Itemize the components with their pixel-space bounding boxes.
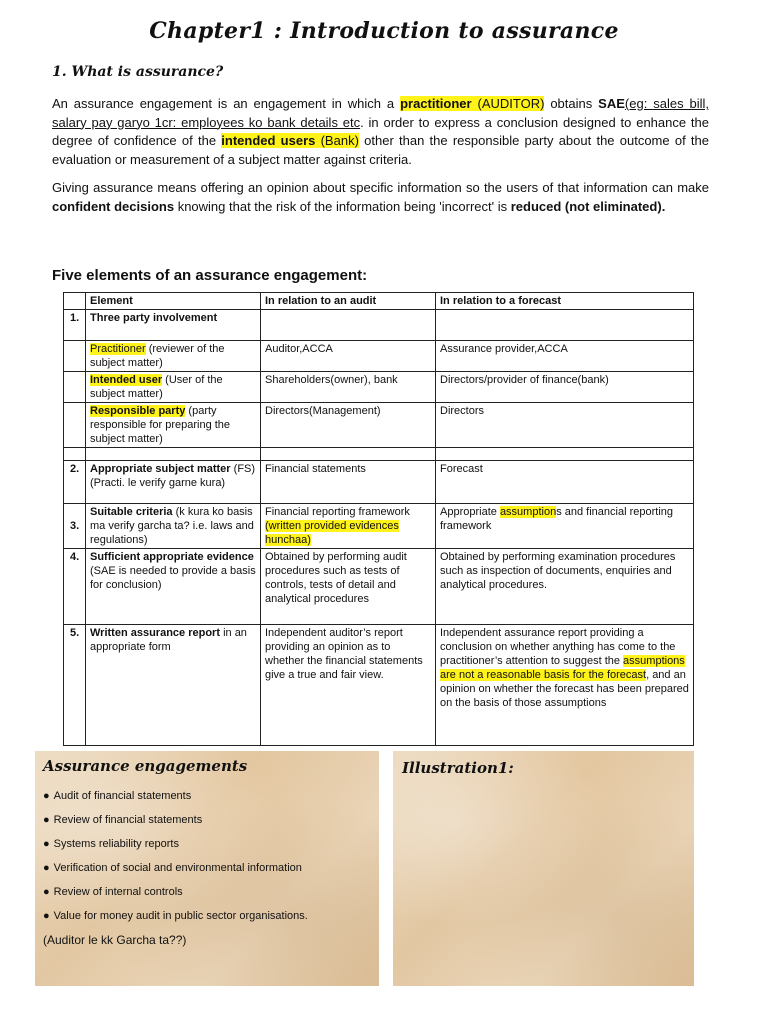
table-cell	[436, 625, 694, 746]
term-bank: (Bank)	[315, 133, 359, 148]
row-number: 1.	[64, 310, 86, 341]
text: knowing that the risk of the information being 'incorrect' is	[174, 198, 511, 214]
element-subject-matter	[86, 461, 261, 504]
table-cell	[436, 310, 694, 341]
assurance-engagements-card	[35, 751, 379, 986]
element-sufficient-evidence	[86, 549, 261, 625]
highlight-practitioner: Practitioner	[90, 343, 146, 355]
table-cell	[64, 448, 86, 461]
row-number: 2.	[64, 461, 86, 504]
table-header-row	[64, 293, 694, 310]
table-cell	[64, 372, 86, 403]
term-sae: SAE	[598, 96, 625, 111]
text: in an appropriate form	[90, 627, 247, 653]
table-cell: Directors	[436, 403, 694, 448]
text: s and financial reporting framework	[440, 506, 673, 532]
highlight-written-evidences: (written provided evidences hunchaa)	[265, 520, 399, 546]
bullet-icon: ●	[43, 886, 50, 898]
text: Written assurance report	[90, 627, 221, 639]
highlight-practitioner	[400, 96, 544, 111]
bullet-icon: ●	[43, 814, 50, 826]
text: An assurance engagement is an engagement in which a	[52, 96, 401, 111]
row-number: 4.	[64, 549, 86, 625]
table-cell	[261, 504, 436, 549]
table-cell: Financial statements	[261, 461, 436, 504]
text: .	[661, 198, 666, 214]
table-cell: Directors(Management)	[261, 403, 436, 448]
highlight-responsible-party: Responsible party	[90, 405, 186, 417]
auditor-question: (Auditor le kk Garcha ta??)	[43, 933, 187, 947]
illustration-card	[393, 751, 694, 986]
engagement-list	[43, 789, 308, 933]
section-heading-what-is-assurance: 1. What is assurance?	[52, 64, 224, 80]
list-item	[43, 909, 308, 933]
text: (User of the subject matter)	[90, 374, 223, 400]
element-three-party: Three party involvement	[86, 310, 261, 341]
table-cell	[64, 341, 86, 372]
text: Suitable criteria	[90, 506, 173, 518]
bullet-icon: ●	[43, 862, 50, 874]
table-cell: Forecast	[436, 461, 694, 504]
card-title: Assurance engagements	[43, 757, 248, 775]
table-row	[64, 504, 694, 549]
bullet-icon: ●	[43, 790, 50, 802]
element-intended-user	[86, 372, 261, 403]
term-reduced: reduced (not eliminated)	[510, 198, 662, 214]
column-header-forecast: In relation to a forecast	[436, 293, 694, 310]
table-cell	[86, 448, 261, 461]
row-number: 5.	[64, 625, 86, 746]
list-item-label: Verification of social and environmental information	[53, 862, 302, 874]
element-practitioner	[86, 341, 261, 372]
highlight-intended-users	[221, 133, 359, 148]
text: Appropriate	[440, 506, 500, 518]
table-cell	[436, 448, 694, 461]
table-cell	[261, 310, 436, 341]
bullet-icon: ●	[43, 838, 50, 850]
table-cell: Directors/provider of finance(bank)	[436, 372, 694, 403]
text: Financial reporting framework	[265, 506, 410, 518]
table-row	[64, 461, 694, 504]
table-cell	[64, 403, 86, 448]
sae-example: (eg: sales bill, salary pay garyo 1cr: employees ko bank details etc	[52, 96, 709, 130]
element-suitable-criteria	[86, 504, 261, 549]
giving-assurance-paragraph	[52, 179, 709, 216]
table-cell	[436, 504, 694, 549]
list-item	[43, 837, 308, 861]
element-written-report	[86, 625, 261, 746]
table-row	[64, 448, 694, 461]
text: (SAE is needed to provide a basis for conclusion)	[90, 565, 256, 591]
table-cell: Assurance provider,ACCA	[436, 341, 694, 372]
element-responsible-party	[86, 403, 261, 448]
table-row	[64, 549, 694, 625]
page-title: Chapter1 : Introduction to assurance	[149, 18, 619, 44]
table-row	[64, 403, 694, 448]
card-title: Illustration1:	[402, 759, 514, 777]
table-cell: Obtained by performing audit procedures such as tests of controls, tests of detail and analytical procedures	[261, 549, 436, 625]
text: (FS) (Practi. le verify garne kura)	[90, 463, 256, 489]
list-item	[43, 789, 308, 813]
table-row	[64, 372, 694, 403]
highlight-assumptions-not-reasonable: assumptions are not a reasonable basis for the forecast	[440, 655, 685, 681]
column-header-audit: In relation to an audit	[261, 293, 436, 310]
text: Independent assurance report providing a conclusion on whether anything has come to the practitioner’s attention to suggest the	[440, 627, 676, 667]
text: Sufficient appropriate evidence	[90, 551, 254, 563]
text: other than the responsible party about the outcome of the evaluation or measurement of a subject matter against criteria.	[52, 133, 709, 167]
term-intended-users: intended users	[221, 133, 316, 148]
table-cell: Independent auditor’s report providing an opinion as to whether the financial statements give a true and fair view.	[261, 625, 436, 746]
table-row	[64, 310, 694, 341]
five-elements-table	[63, 292, 694, 746]
term-practitioner: practitioner	[400, 96, 472, 111]
text: Giving assurance means offering an opinion about specific information so the users of that information can make	[52, 180, 709, 195]
list-item-label: Value for money audit in public sector organisations.	[53, 910, 308, 922]
list-item-label: Audit of financial statements	[53, 790, 192, 802]
term-auditor: (AUDITOR)	[471, 96, 545, 111]
text: (k kura ko basis ma verify garcha ta? i.e. laws and regulations)	[90, 506, 254, 546]
term-confident-decisions: confident decisions	[52, 198, 175, 214]
bullet-icon: ●	[43, 910, 50, 922]
text: (party responsible for preparing the subject matter)	[90, 405, 231, 445]
text: obtains	[544, 96, 599, 111]
highlight-assumptions: assumption	[499, 506, 557, 518]
list-item-label: Review of financial statements	[53, 814, 203, 826]
text: (reviewer of the subject matter)	[90, 343, 225, 369]
table-row	[64, 625, 694, 746]
text: , and an opinion on whether the forecast has been prepared on the basis of those assumptions	[440, 669, 689, 709]
table-cell: Obtained by performing examination procedures such as inspection of documents, enquiries and analytical procedures.	[436, 549, 694, 625]
row-number: 3.	[64, 504, 86, 549]
list-item-label: Systems reliability reports	[53, 838, 179, 850]
column-header-element: Element	[86, 293, 261, 310]
text: Appropriate subject matter	[90, 463, 231, 475]
table-row	[64, 341, 694, 372]
list-item	[43, 861, 308, 885]
table-cell: Auditor,ACCA	[261, 341, 436, 372]
list-item	[43, 813, 308, 837]
list-item	[43, 885, 308, 909]
table-cell	[64, 293, 86, 310]
assurance-definition-paragraph	[52, 95, 709, 169]
table-cell: Shareholders(owner), bank	[261, 372, 436, 403]
table-cell	[261, 448, 436, 461]
section-heading-five-elements: Five elements of an assurance engagement:	[52, 267, 368, 284]
list-item-label: Review of internal controls	[53, 886, 183, 898]
text: . in order to express a conclusion designed to enhance the degree of confidence of the	[52, 114, 709, 148]
highlight-intended-user: Intended user	[90, 374, 163, 386]
